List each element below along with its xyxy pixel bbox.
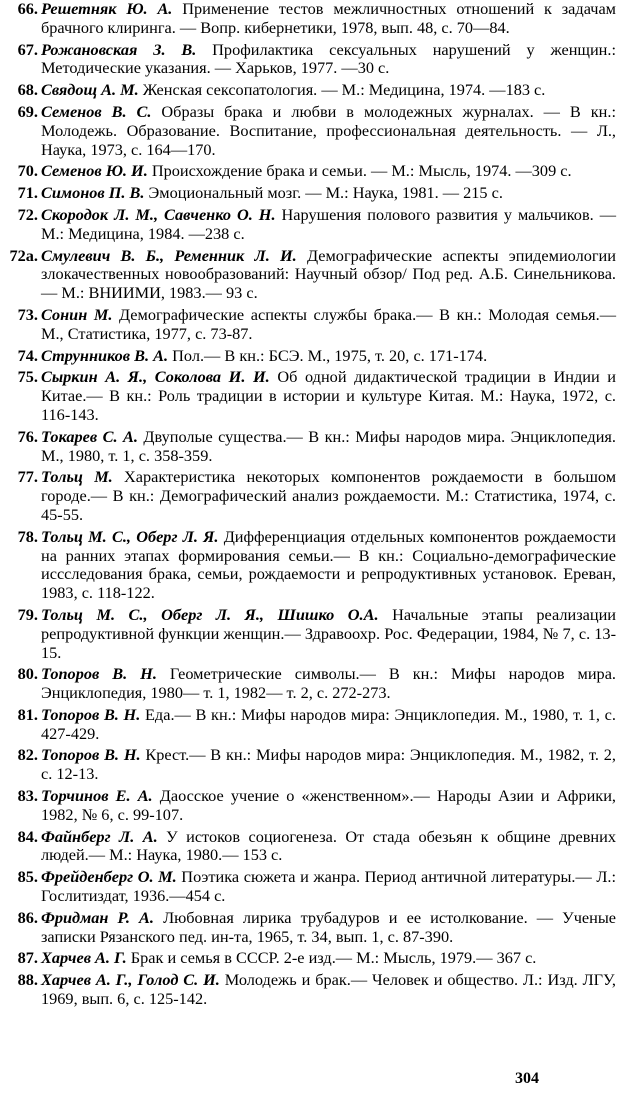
reference-number: 68.: [17, 80, 38, 100]
reference-entry: [0, 528, 616, 603]
reference-author: Топоров В. Н.: [41, 745, 141, 765]
reference-entry: [0, 184, 616, 203]
reference-author: Тольц М. С., Оберг Л. Я., Шишко О.А.: [41, 604, 379, 624]
reference-author: Фрейденберг О. М.: [41, 867, 177, 887]
reference-entry: [0, 162, 616, 181]
reference-entry: [0, 468, 616, 524]
reference-number: 75.: [17, 367, 38, 387]
reference-text: Еда.— В кн.: Мифы народов мира: Энциклопедия. М., 1980, т. 1, с. 427-429.: [41, 704, 616, 743]
reference-number: 71.: [17, 183, 38, 203]
reference-number: 69.: [17, 101, 38, 121]
reference-text: Пол.— В кн.: БСЭ. М., 1975, т. 20, с. 171-174.: [168, 345, 488, 365]
reference-entry: [0, 746, 616, 784]
reference-entry: [0, 787, 616, 825]
reference-number: 86.: [17, 907, 38, 927]
reference-author: Топоров В. Н.: [41, 704, 141, 724]
reference-entry: [0, 606, 616, 662]
reference-entry: [0, 868, 616, 906]
reference-author: Тольц М.: [41, 467, 113, 487]
reference-author: Скородок Л. М., Савченко О. Н.: [41, 204, 276, 224]
reference-text: Геометрические символы.— В кн.: Мифы народов мира. Энциклопедия, 1980— т. 1, 1982— т. 2, с. 272-273.: [41, 664, 616, 703]
reference-entry: [0, 347, 616, 366]
reference-author: Фридман Р. А.: [41, 907, 154, 927]
reference-author: Свядощ А. М.: [41, 80, 139, 100]
reference-text: Двуполые существа.— В кн.: Мифы народов мира. Энциклопедия. М., 1980, т. 1, с. 358-359.: [41, 426, 616, 465]
reference-text: Поэтика сюжета и жанра. Период античной литературы.— Л.: Гослитиздат, 1936.—454 с.: [41, 867, 617, 906]
reference-text: Происхождение брака и семьи. — М.: Мысль, 1974. —309 с.: [147, 161, 572, 181]
reference-entry: [0, 206, 616, 244]
reference-number: 73.: [17, 304, 38, 324]
reference-text: У истоков социогенеза. От стада обезьян к общине древних людей.— М.: Наука, 1980.— 153 с.: [41, 826, 616, 865]
reference-entry: [0, 41, 616, 79]
reference-text: Характеристика некоторых компонентов рождаемости в большом городе.— В кн.: Демографический анализ рождаемости. М.: Статистика, 1974, с. 45-55.: [41, 467, 616, 524]
reference-number: 88.: [17, 970, 38, 990]
reference-number: 80.: [17, 664, 38, 684]
reference-number: 87.: [17, 948, 38, 968]
reference-text: Демографические аспекты эпидемиологии злокачественных новообразований: Научный обзор/ Под ред. А.Б. Синельникова.— М.: ВНИИМИ, 1983.— 93 с.: [41, 245, 616, 303]
reference-text: Применение тестов межличностных отношений к задачам брачного клиринга. — Вопр. кибернетики, 1978, вып. 48, с. 70—84.: [41, 0, 616, 37]
reference-author: Харчев А. Г.: [41, 948, 127, 968]
reference-author: Семенов В. С.: [41, 101, 152, 121]
reference-number: 76.: [17, 426, 38, 446]
reference-text: Демографические аспекты службы брака.— В кн.: Молодая семья.— М., Статистика, 1977, с. 73-87.: [41, 304, 616, 343]
reference-number: 83.: [17, 786, 38, 806]
reference-text: Брак и семья в СССР. 2-е изд.— М.: Мысль, 1979.— 367 с.: [126, 948, 537, 968]
reference-entry: [0, 909, 616, 947]
reference-number: 82.: [17, 745, 38, 765]
reference-author: Семенов Ю. И.: [41, 161, 148, 181]
reference-text: Нарушения полового развития у мальчиков. — М.: Медицина, 1984. —238 с.: [41, 204, 616, 243]
reference-number: 78.: [17, 526, 38, 546]
reference-author: Рожановская З. В.: [41, 39, 197, 59]
reference-entry: [0, 706, 616, 744]
reference-number: 70.: [17, 161, 38, 181]
reference-text: Женская сексопатология. — М.: Медицина, 1974. —183 с.: [138, 80, 546, 100]
reference-entry: [0, 428, 616, 466]
reference-text: Даосское учение о «женственном».— Народы Азии и Африки, 1982, № 6, с. 99-107.: [41, 786, 616, 824]
reference-text: Крест.— В кн.: Мифы народов мира: Энциклопедия. М., 1982, т. 2, с. 12-13.: [41, 745, 616, 784]
reference-number: 79.: [17, 604, 38, 624]
reference-author: Сонин М.: [41, 304, 113, 324]
reference-author: Симонов П. В.: [41, 183, 145, 203]
reference-author: Файнберг Л. А.: [41, 826, 158, 846]
reference-number: 72а.: [9, 245, 38, 265]
reference-entry: [0, 81, 616, 100]
reference-text: Эмоциональный мозг. — М.: Наука, 1981. — 215 с.: [144, 183, 503, 203]
reference-entry: [0, 368, 616, 424]
page-number: 304: [515, 1070, 539, 1087]
reference-author: Торчинов Е. А.: [41, 786, 153, 806]
reference-text: Начальные этапы реализации репродуктивной функции женщин.— Здравоохр. Рос. Федерации, 1984, № 7, с. 13-15.: [41, 604, 616, 662]
reference-text: Молодежь и брак.— Человек и общество. Л.: Изд. ЛГУ, 1969, вып. 6, с. 125-142.: [41, 970, 616, 1009]
reference-number: 74.: [17, 345, 38, 365]
reference-entry: [0, 247, 616, 303]
reference-entry: [0, 828, 616, 866]
reference-author: Струнников В. А.: [41, 345, 169, 365]
reference-entry: [0, 949, 616, 968]
reference-author: Топоров В. Н.: [41, 664, 157, 684]
reference-author: Харчев А. Г., Голод С. И.: [41, 970, 220, 990]
reference-entry: [0, 103, 616, 159]
reference-text: Любовная лирика трубадуров и ее истолкование. — Ученые записки Рязанского пед. ин-та, 1965, т. 34, вып. 1, с. 87-390.: [41, 907, 616, 946]
reference-number: 84.: [17, 826, 38, 846]
reference-text: Образы брака и любви в молодежных журналах. — В кн.: Молодежь. Образование. Воспитание, профессиональная деятельность. — Л., Наука, 1973, с. 164—170.: [41, 101, 616, 159]
reference-entry: [0, 306, 616, 344]
reference-entry: [0, 665, 616, 703]
reference-number: 72.: [17, 204, 38, 224]
reference-number: 67.: [17, 39, 38, 59]
reference-author: Токарев С. А.: [41, 426, 138, 446]
reference-text: Профилактика сексуальных нарушений у женщин.: Методические указания. — Харьков, 1977. —30 с.: [41, 39, 616, 78]
reference-entry: [0, 971, 616, 1009]
reference-number: 66.: [17, 0, 38, 18]
reference-author: Сыркин А. Я., Соколова И. И.: [41, 367, 270, 387]
reference-number: 85.: [17, 867, 38, 887]
reference-number: 77.: [17, 467, 38, 487]
reference-author: Смулевич В. Б., Ременник Л. И.: [41, 245, 297, 265]
reference-entry: [0, 0, 616, 38]
reference-number: 81.: [17, 704, 38, 724]
reference-text: Дифференциация отдельных компонентов рождаемости на ранних этапах формирования семьи.— В кн.: Социально-демографические исcследования брака, семьи, рождаемости и репродуктивных установок. Ереван, 1983, с. 118-122.: [41, 526, 616, 603]
reference-author: Решетняк Ю. А.: [41, 0, 173, 18]
reference-author: Тольц М. С., Оберг Л. Я.: [41, 526, 219, 546]
reference-text: Об одной дидактической традиции в Индии и Китае.— В кн.: Роль традиции в истории и культуре Китая. М.: Наука, 1972, с. 116-143.: [41, 367, 617, 424]
